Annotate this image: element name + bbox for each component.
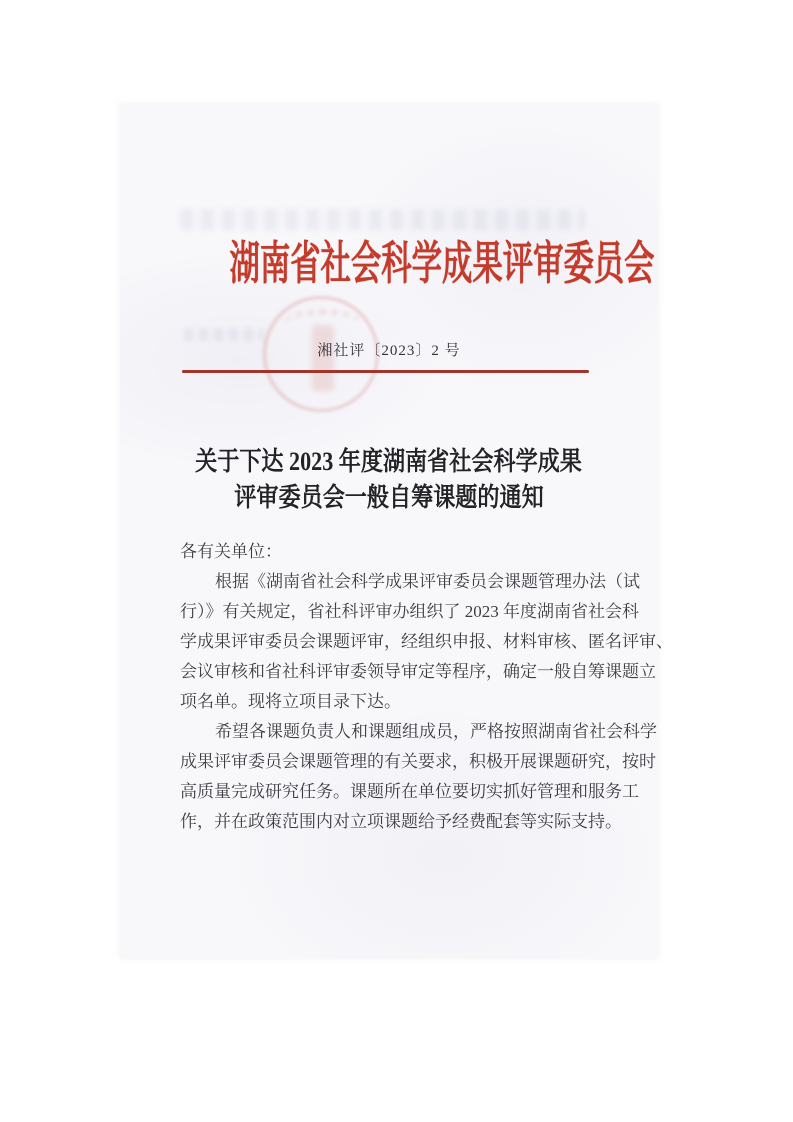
- letterhead-title-text: 湖南省社会科学成果评审委员会: [229, 238, 655, 289]
- salutation: 各有关单位：: [180, 542, 282, 561]
- reverse-side-bleedthrough-band: [180, 209, 585, 230]
- document-number: 湘社评〔2023〕2 号: [317, 343, 461, 359]
- document-page: [120, 104, 673, 958]
- notice-title-line-1: 关于下达 2023 年度湖南省社会科学成果: [195, 447, 583, 476]
- red-separator-rule: [182, 370, 589, 373]
- paragraph-2-line-4: 作，并在政策范围内对立项课题给予经费配套等实际支持。: [180, 812, 622, 831]
- paragraph-1-line-5: 项名单。现将立项目录下达。: [180, 692, 401, 711]
- paragraph-1-line-4: 会议审核和省社科评审委领导审定等程序，确定一般自筹课题立: [180, 662, 656, 681]
- notice-title-line-2: 评审委员会一般自筹课题的通知: [234, 483, 544, 512]
- notice-title: [120, 444, 658, 516]
- paragraph-2-line-2: 成果评审委员会课题管理的有关要求，积极开展课题研究，按时: [180, 752, 656, 771]
- paragraph-2-line-1: 希望各课题负责人和课题组成员，严格按照湖南省社会科学: [215, 722, 657, 741]
- paragraph-2-line-3: 高质量完成研究任务。课题所在单位要切实抓好管理和服务工: [180, 782, 639, 801]
- notice-body: [180, 537, 673, 837]
- letterhead-title: [120, 238, 658, 290]
- paragraph-1-line-3: 学成果评审委员会课题评审，经组织申报、材料审核、匿名评审、: [180, 632, 673, 651]
- paragraph-1-line-2: 行）》有关规定，省社科评审办组织了 2023 年度湖南省社会科: [180, 602, 639, 621]
- paragraph-1-line-1: 根据《湖南省社会科学成果评审委员会课题管理办法（试: [215, 572, 640, 591]
- reverse-side-bleedthrough-smudge: [184, 328, 264, 341]
